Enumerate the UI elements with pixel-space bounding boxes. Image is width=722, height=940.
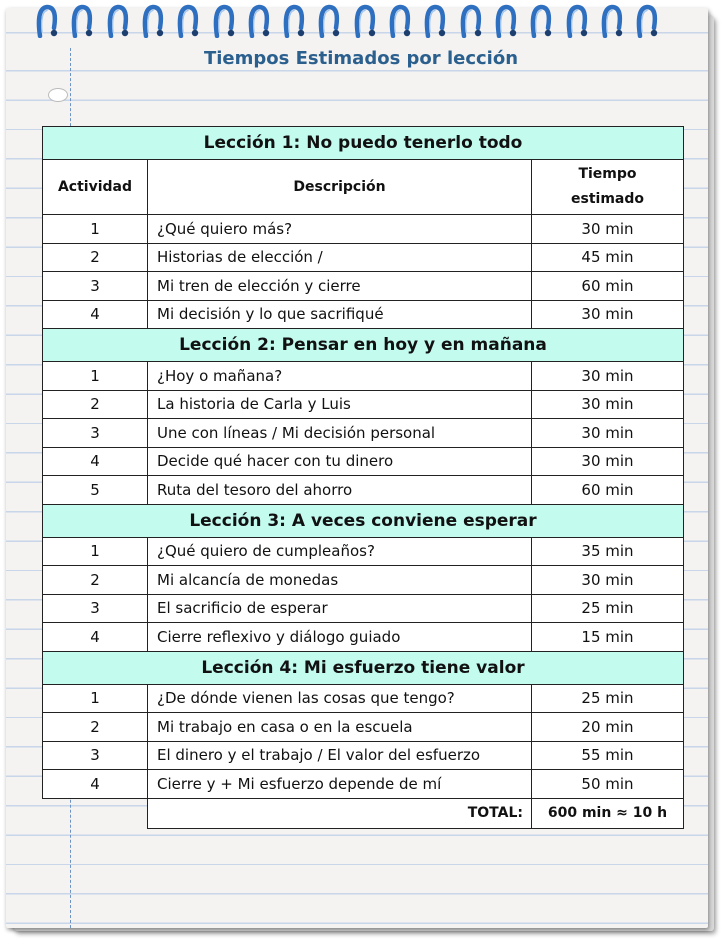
activity-time: 50 min — [532, 770, 684, 799]
activity-description: Ruta del tesoro del ahorro — [148, 476, 532, 505]
activity-number: 1 — [43, 684, 148, 713]
spiral-ring-icon — [354, 2, 376, 38]
total-value: 600 min ≈ 10 h — [532, 798, 684, 828]
activity-description: Une con líneas / Mi decisión personal — [148, 419, 532, 448]
activity-description: El sacrificio de esperar — [148, 594, 532, 623]
column-header-row — [43, 160, 684, 215]
spiral-ring-icon — [213, 2, 235, 38]
table-row — [43, 594, 684, 623]
activity-number: 4 — [43, 447, 148, 476]
total-label: TOTAL: — [148, 798, 532, 828]
punch-hole-icon — [48, 88, 68, 102]
activity-time: 20 min — [532, 713, 684, 742]
activity-number: 3 — [43, 272, 148, 301]
spiral-ring-icon — [389, 2, 411, 38]
activity-time: 60 min — [532, 476, 684, 505]
spiral-ring-icon — [71, 2, 93, 38]
activity-description: La historia de Carla y Luis — [148, 390, 532, 419]
page-title: Tiempos Estimados por lección — [203, 48, 519, 69]
spiral-ring-icon — [601, 2, 623, 38]
header-time — [532, 160, 684, 215]
spiral-ring-icon — [36, 2, 58, 38]
table-row — [43, 243, 684, 272]
activity-time: 30 min — [532, 362, 684, 391]
lesson-header-row — [43, 127, 684, 160]
activity-time: 30 min — [532, 390, 684, 419]
table-row — [43, 447, 684, 476]
spiral-ring-icon — [177, 2, 199, 38]
activity-description: ¿Hoy o mañana? — [148, 362, 532, 391]
activity-time: 55 min — [532, 741, 684, 770]
activity-description: Historias de elección / — [148, 243, 532, 272]
lesson-header-row — [43, 329, 684, 362]
table-row — [43, 419, 684, 448]
activity-description: ¿Qué quiero de cumpleaños? — [148, 537, 532, 566]
activity-time: 35 min — [532, 537, 684, 566]
activity-time: 30 min — [532, 419, 684, 448]
activity-time: 30 min — [532, 447, 684, 476]
spiral-ring-icon — [248, 2, 270, 38]
activity-number: 3 — [43, 594, 148, 623]
activity-time: 30 min — [532, 215, 684, 244]
activity-number: 1 — [43, 215, 148, 244]
activity-time: 30 min — [532, 300, 684, 329]
activity-number: 1 — [43, 537, 148, 566]
lesson-header-row — [43, 504, 684, 537]
activity-number: 3 — [43, 741, 148, 770]
lesson-title: Lección 4: Mi esfuerzo tiene valor — [43, 651, 684, 684]
header-time-line2: estimado — [571, 191, 644, 207]
lesson-title: Lección 1: No puedo tenerlo todo — [43, 127, 684, 160]
activity-description: ¿De dónde vienen las cosas que tengo? — [148, 684, 532, 713]
table-row — [43, 537, 684, 566]
activity-number: 2 — [43, 566, 148, 595]
activity-description: Mi trabajo en casa o en la escuela — [148, 713, 532, 742]
table-row — [43, 770, 684, 799]
activity-description: Decide qué hacer con tu dinero — [148, 447, 532, 476]
activity-number: 4 — [43, 300, 148, 329]
activity-time: 45 min — [532, 243, 684, 272]
activity-number: 3 — [43, 419, 148, 448]
activity-number: 5 — [43, 476, 148, 505]
activity-number: 2 — [43, 390, 148, 419]
activity-description: Cierre y + Mi esfuerzo depende de mí — [148, 770, 532, 799]
lesson-header-row — [43, 651, 684, 684]
table-row — [43, 741, 684, 770]
table-row — [43, 623, 684, 652]
spiral-ring-icon — [283, 2, 305, 38]
table-row — [43, 390, 684, 419]
activity-number: 4 — [43, 623, 148, 652]
activity-number: 2 — [43, 243, 148, 272]
table-row — [43, 215, 684, 244]
table-row — [43, 713, 684, 742]
table-row — [43, 684, 684, 713]
spiral-ring-icon — [636, 2, 658, 38]
spiral-ring-icon — [107, 2, 129, 38]
activity-description: Mi decisión y lo que sacrifiqué — [148, 300, 532, 329]
activity-description: ¿Qué quiero más? — [148, 215, 532, 244]
activity-number: 1 — [43, 362, 148, 391]
header-description: Descripción — [148, 160, 532, 215]
spiral-ring-icon — [142, 2, 164, 38]
table-row — [43, 272, 684, 301]
activity-description: Cierre reflexivo y diálogo guiado — [148, 623, 532, 652]
total-row — [43, 798, 684, 828]
lesson-title: Lección 2: Pensar en hoy y en mañana — [43, 329, 684, 362]
header-time-line1: Tiempo — [578, 166, 637, 182]
spiral-ring-icon — [530, 2, 552, 38]
activity-number: 4 — [43, 770, 148, 799]
activity-time: 25 min — [532, 594, 684, 623]
activity-time: 60 min — [532, 272, 684, 301]
activity-time: 25 min — [532, 684, 684, 713]
table-row — [43, 300, 684, 329]
activity-description: Mi tren de elección y cierre — [148, 272, 532, 301]
activity-number: 2 — [43, 713, 148, 742]
activity-description: El dinero y el trabajo / El valor del esfuerzo — [148, 741, 532, 770]
activity-description: Mi alcancía de monedas — [148, 566, 532, 595]
lesson-title: Lección 3: A veces conviene esperar — [43, 504, 684, 537]
total-spacer — [43, 798, 148, 828]
spiral-ring-icon — [566, 2, 588, 38]
header-activity: Actividad — [43, 160, 148, 215]
spiral-ring-icon — [460, 2, 482, 38]
table-row — [43, 566, 684, 595]
lesson-time-table — [42, 126, 684, 829]
spiral-ring-icon — [424, 2, 446, 38]
activity-time: 15 min — [532, 623, 684, 652]
spiral-ring-icon — [495, 2, 517, 38]
activity-time: 30 min — [532, 566, 684, 595]
spiral-binding — [36, 0, 676, 44]
table-row — [43, 362, 684, 391]
table-row — [43, 476, 684, 505]
spiral-ring-icon — [318, 2, 340, 38]
